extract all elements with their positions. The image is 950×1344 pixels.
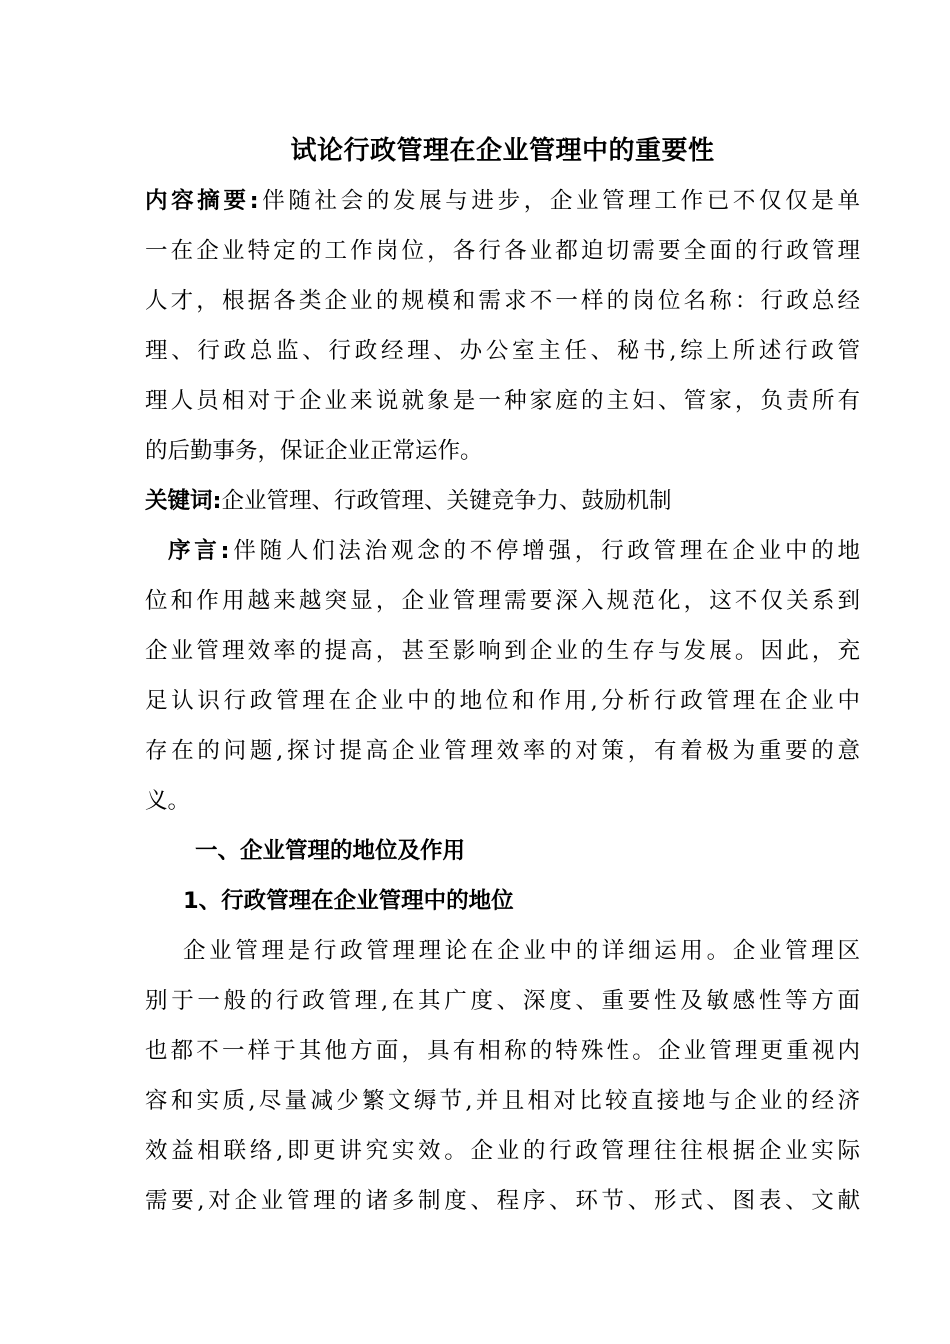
- body-line-4: 容和实质,尽量减少繁文缛节,并且相对比较直接地与企业的经济: [145, 1088, 860, 1114]
- section-heading: 一、企业管理的地位及作用: [195, 838, 466, 864]
- section-subheading: 1、行政管理在企业管理中的地位: [183, 888, 514, 914]
- preface-line-2: 位和作用越来越突显，企业管理需要深入规范化，这不仅关系到: [145, 588, 860, 614]
- body-line-5: 效益相联络,即更讲究实效。企业的行政管理往往根据企业实际: [145, 1138, 860, 1164]
- keywords-label: 关键词:: [145, 488, 222, 514]
- abstract-line-2: 一在企业特定的工作岗位，各行各业都迫切需要全面的行政管理: [145, 238, 860, 264]
- abstract-line-3: 人才，根据各类企业的规模和需求不一样的岗位名称：行政总经: [145, 288, 860, 314]
- preface-line-6: 义。: [145, 788, 191, 814]
- abstract-label: 内容摘要:: [145, 188, 259, 214]
- keywords-line: [145, 476, 860, 526]
- abstract-line-5: 理人员相对于企业来说就象是一种家庭的主妇、管家，负责所有: [145, 388, 860, 414]
- preface-line-1: [168, 526, 860, 576]
- keywords-text: 企业管理、行政管理、关键竞争力、鼓励机制: [221, 488, 672, 514]
- preface-text: 伴随人们法治观念的不停增强，行政管理在企业中的地: [229, 538, 860, 564]
- body-line-2: 别于一般的行政管理,在其广度、深度、重要性及敏感性等方面: [145, 988, 860, 1014]
- abstract-line-4: 理、行政总监、行政经理、办公室主任、秘书,综上所述行政管: [145, 338, 860, 364]
- abstract-text: 伴随社会的发展与进步，企业管理工作已不仅仅是单: [258, 188, 860, 214]
- body-line-3: 也都不一样于其他方面，具有相称的特殊性。企业管理更重视内: [145, 1038, 860, 1064]
- preface-line-5: 存在的问题,探讨提高企业管理效率的对策，有着极为重要的意: [145, 738, 860, 764]
- abstract-line-1: [145, 176, 860, 226]
- preface-label: 序言:: [168, 538, 230, 564]
- body-line-1: 企业管理是行政管理理论在企业中的详细运用。企业管理区: [183, 938, 860, 964]
- body-line-6: 需要,对企业管理的诸多制度、程序、环节、形式、图表、文献: [145, 1188, 860, 1214]
- document-title: 试论行政管理在企业管理中的重要性: [290, 136, 715, 166]
- preface-line-4: 足认识行政管理在企业中的地位和作用,分析行政管理在企业中: [145, 688, 860, 714]
- abstract-line-6: 的后勤事务，保证企业正常运作。: [145, 438, 483, 464]
- preface-line-3: 企业管理效率的提高，甚至影响到企业的生存与发展。因此，充: [145, 638, 860, 664]
